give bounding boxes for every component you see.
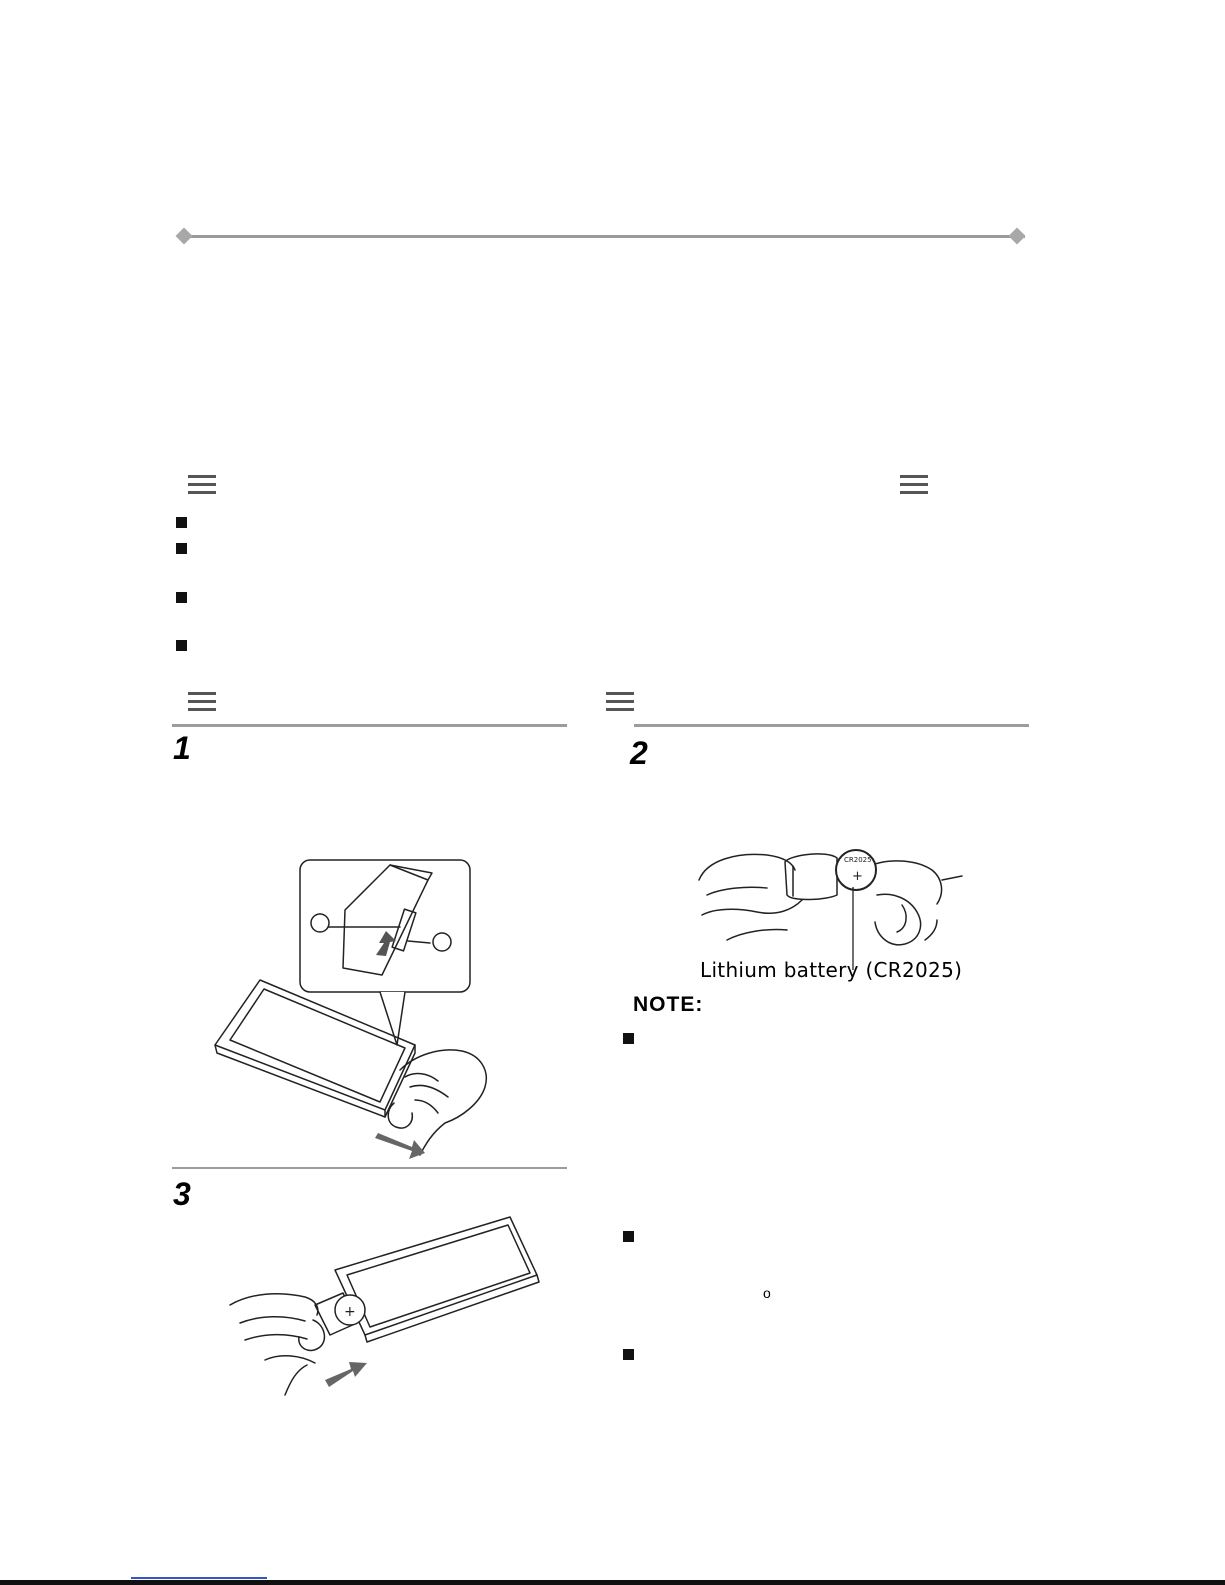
subsection-left-rule [172, 724, 567, 727]
bullet-square-icon [176, 517, 187, 528]
note-bullet-square-icon [623, 1231, 634, 1242]
step-number-2: 2 [630, 735, 648, 771]
step-2-illustration [697, 840, 977, 960]
section-heading-left-icon [188, 475, 216, 495]
step-number-1: 1 [173, 730, 191, 766]
step-3-illustration [225, 1215, 545, 1400]
step-3-rule [172, 1167, 567, 1169]
step-number-3: 3 [173, 1176, 191, 1212]
bullet-square-icon [176, 543, 187, 554]
note-bullet-square-icon [623, 1033, 634, 1044]
subsection-left-icon [188, 692, 216, 712]
subsection-right-rule [634, 724, 1029, 727]
subsection-right-icon [606, 692, 634, 712]
footer-link-underline[interactable] [131, 1577, 267, 1579]
coin-marking: CR2025 [844, 856, 872, 864]
footer-rule [0, 1580, 1225, 1585]
bullet-square-icon [176, 640, 187, 651]
rule-right-diamond-icon [1009, 228, 1026, 245]
note-heading: NOTE: [633, 993, 704, 1016]
note-bullet-square-icon [623, 1349, 634, 1360]
top-decorative-rule [183, 235, 1025, 238]
step-1-illustration [200, 855, 500, 1165]
rule-left-diamond-icon [176, 228, 193, 245]
coin-plus-sign: + [852, 869, 863, 884]
degree-symbol: o [763, 1285, 771, 1301]
section-heading-right-icon [900, 475, 928, 495]
bullet-square-icon [176, 592, 187, 603]
step-3-plus-sign: + [344, 1304, 356, 1320]
battery-label: Lithium battery (CR2025) [700, 958, 963, 982]
